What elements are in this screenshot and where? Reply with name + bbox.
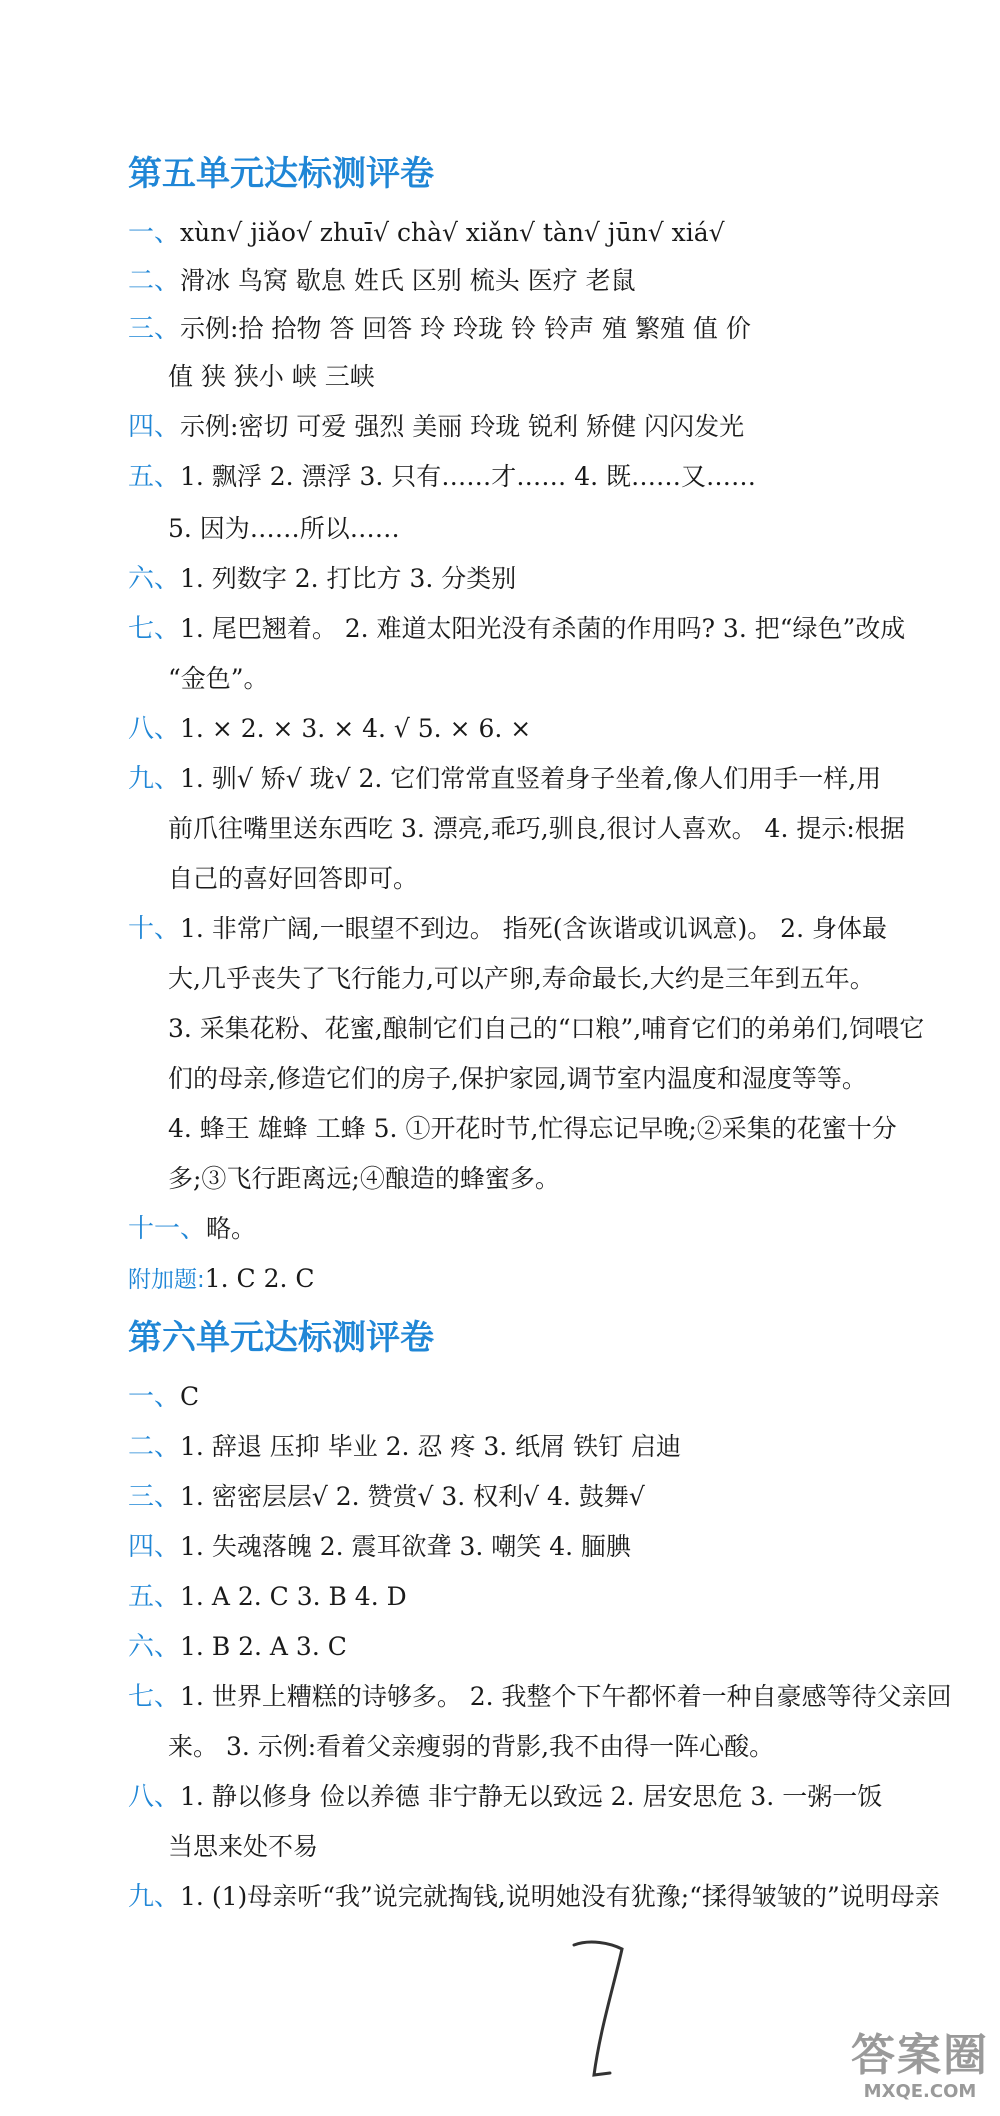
section-title-unit6: 第六单元达标测评卷 (128, 1318, 434, 1358)
answer-row: 五、1. A 2. C 3. B 4. D (128, 1582, 407, 1612)
answer-row-continued: 5. 因为……所以…… (168, 514, 400, 543)
answer-row: 四、1. 失魂落魄 2. 震耳欲聋 3. 嘲笑 4. 腼腆 (128, 1532, 632, 1562)
answer-row-continued: 当思来处不易 (168, 1832, 319, 1861)
answer-row: 一、C (128, 1382, 200, 1412)
answer-row-continued: 自己的喜好回答即可。 (168, 864, 419, 893)
answer-row: 九、1. 驯√ 矫√ 珑√ 2. 它们常常直竖着身子坐着,像人们用手一样,用 (128, 764, 882, 794)
answer-row: 十一、略。 (128, 1214, 257, 1244)
answer-row-continued: 大,几乎丧失了飞行能力,可以产卵,寿命最长,大约是三年到五年。 (168, 964, 875, 993)
answer-row-continued: 多;③飞行距离远;④酿造的蜂蜜多。 (168, 1164, 560, 1193)
watermark-logo: 答案圈 (851, 2030, 989, 2081)
answer-row-continued: 4. 蜂王 雄蜂 工蜂 5. ①开花时节,忙得忘记早晚;②采集的花蜜十分 (168, 1114, 897, 1143)
answer-row: 三、1. 密密层层√ 2. 赞赏√ 3. 权利√ 4. 鼓舞√ (128, 1482, 645, 1512)
answer-row: 一、xùn√ jiǎo√ zhuī√ chà√ xiǎn√ tàn√ jūn√ xiá√ (128, 218, 725, 248)
answer-row: 四、示例:密切 可爱 强烈 美丽 玲珑 锐利 矫健 闪闪发光 (128, 412, 745, 442)
answer-row-bonus: 附加题:1. C 2. C (128, 1264, 315, 1293)
answer-row: 九、1. (1)母亲听“我”说完就掏钱,说明她没有犹豫;“揉得皱皱的”说明母亲 (128, 1882, 940, 1912)
site-watermark (845, 2030, 995, 2110)
answer-row-continued: 3. 采集花粉、花蜜,酿制它们自己的“口粮”,哺育它们的弟弟们,饲喂它 (168, 1014, 925, 1043)
answer-row: 八、1. × 2. × 3. × 4. √ 5. × 6. × (128, 714, 532, 744)
section-title-unit5: 第五单元达标测评卷 (128, 154, 434, 194)
answer-row: 七、1. 尾巴翘着。 2. 难道太阳光没有杀菌的作用吗? 3. 把“绿色”改成 (128, 614, 906, 644)
answer-row: 二、滑冰 鸟窝 歇息 姓氏 区别 梳头 医疗 老鼠 (128, 266, 636, 296)
answer-row: 八、1. 静以修身 俭以养德 非宁静无以致远 2. 居安思危 3. 一粥一饭 (128, 1782, 883, 1812)
answer-row: 六、1. B 2. A 3. C (128, 1632, 347, 1662)
answer-row-continued: 值 狭 狭小 峡 三峡 (168, 362, 375, 391)
answer-row-continued: 来。 3. 示例:看着父亲瘦弱的背影,我不由得一阵心酸。 (168, 1732, 775, 1761)
answer-row: 七、1. 世界上糟糕的诗够多。 2. 我整个下午都怀着一种自豪感等待父亲回 (128, 1682, 952, 1712)
answer-row-continued: 们的母亲,修造它们的房子,保护家园,调节室内温度和湿度等等。 (168, 1064, 867, 1093)
handwritten-page-mark (570, 1935, 630, 2085)
answer-row: 五、1. 飘浮 2. 漂浮 3. 只有……才…… 4. 既……又…… (128, 462, 757, 492)
answer-row-continued: “金色”。 (168, 664, 269, 693)
watermark-url: MXQE.COM (863, 2081, 977, 2102)
answer-row: 十、1. 非常广阔,一眼望不到边。 指死(含诙谐或讥讽意)。 2. 身体最 (128, 914, 887, 944)
answer-row-continued: 前爪往嘴里送东西吃 3. 漂亮,乖巧,驯良,很讨人喜欢。 4. 提示:根据 (168, 814, 905, 843)
answer-row: 二、1. 辞退 压抑 毕业 2. 忍 疼 3. 纸屑 铁钉 启迪 (128, 1432, 682, 1462)
answer-row: 三、示例:拾 拾物 答 回答 玲 玲珑 铃 铃声 殖 繁殖 值 价 (128, 314, 751, 344)
answer-row: 六、1. 列数字 2. 打比方 3. 分类别 (128, 564, 517, 594)
